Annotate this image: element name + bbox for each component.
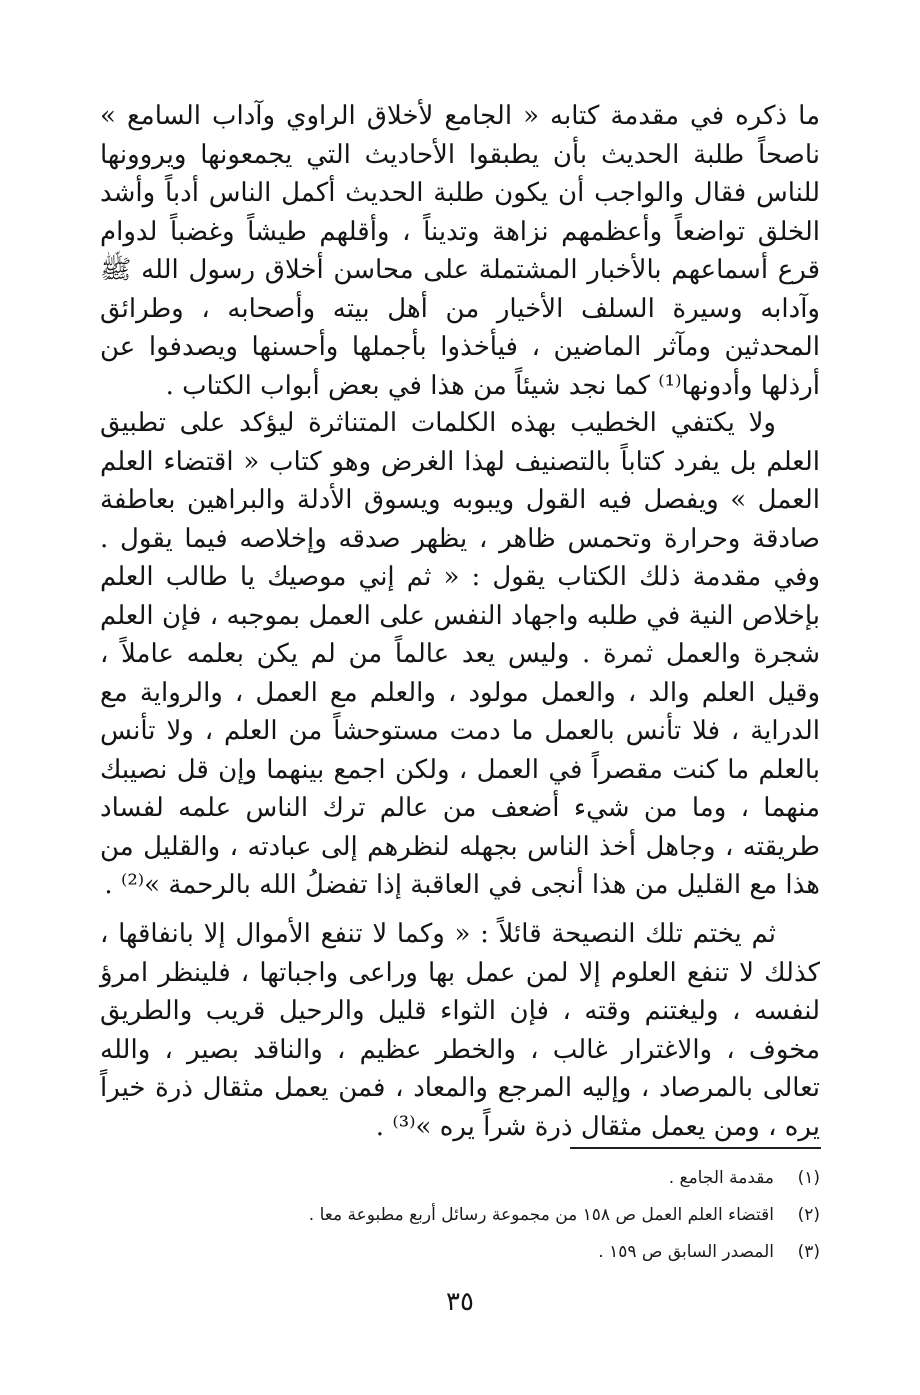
footnote-1-text: مقدمة الجامع . <box>668 1168 774 1188</box>
footnote-2 <box>100 1197 820 1234</box>
footnote-2-number: (٢) <box>797 1205 820 1225</box>
body-paragraph-1: ما ذكره في مقدمة كتابه « الجامع لأخلاق الراوي وآداب السامع » ناصحاً طلبة الحديث بأن يطبقوا الأحاديث التي يجمعونها ويروونها للناس فقال والواجب أن يكون طلبة الحديث أكمل الناس أدباً وأشد الخلق تواضعاً وأعظمهم نزاهة وتديناً ، وأقلهم طيشاً وغضباً لدوام قرع أسماعهم بالأخبار المشتملة على محاسن أخلاق رسول الله ﷺ وآدابه وسيرة السلف الأخيار من أهل بيته وأصحابه ، وطرائق المحدثين ومآثر الماضين ، فيأخذوا بأجملها وأحسنها ويصدفوا عن أرذلها وأدونها⁽¹⁾ كما نجد شيئاً من هذا في بعض أبواب الكتاب . <box>100 101 820 401</box>
page-number: ٣٥ <box>446 1287 474 1317</box>
footnote-3-number: (٣) <box>797 1242 820 1262</box>
body-paragraph-2: ولا يكتفي الخطيب بهذه الكلمات المتناثرة ليؤكد على تطبيق العلم بل يفرد كتاباً بالتصنيف لهذا الغرض وهو كتاب « اقتضاء العلم العمل » ويفصل فيه القول ويبوبه ويسوق الأدلة والبراهين بعاطفة صادقة وحرارة وتحمس ظاهر ، يظهر صدقه وإخلاصه فيما يقول . وفي مقدمة ذلك الكتاب يقول : « ثم إني موصيك يا طالب العلم بإخلاص النية في طلبه واجهاد النفس على العمل بموجبه ، فإن العلم شجرة والعمل ثمرة . وليس يعد عالماً من لم يكن بعلمه عاملاً ، وقيل العلم والد ، والعمل مولود ، والعلم مع العمل ، والرواية مع الدراية ، فلا تأنس بالعمل ما دمت مستوحشاً من العلم ، ولا تأنس بالعلم ما كنت مقصراً في العمل ، ولكن اجمع بينهما وإن قل نصيبك منهما ، وما من شيء أضعف من عالم ترك الناس علمه لفساد طريقته ، وجاهل أخذ الناس بجهله لنظرهم إلى عبادته ، والقليل من هذا مع القليل من هذا أنجى في العاقبة إذا تفضلُ الله بالرحمة »⁽²⁾ . <box>100 408 820 900</box>
footnote-2-text: اقتضاء العلم العمل ص ١٥٨ من مجموعة رسائل أربع مطبوعة معا . <box>308 1205 774 1225</box>
footnote-3 <box>100 1234 820 1271</box>
body-paragraph-3: ثم يختم تلك النصيحة قائلاً : « وكما لا تنفع الأموال إلا بانفاقها ، كذلك لا تنفع العلوم إلا لمن عمل بها وراعى واجباتها ، فلينظر امرؤ لنفسه ، وليغتنم وقته ، فإن الثواء قليل والرحيل قريب والطريق مخوف ، والاغترار غالب ، والخطر عظيم ، والناقد بصير ، والله تعالى بالمرصاد ، وإليه المرجع والمعاد ، فمن يعمل مثقال ذرة خيراً يره ، ومن يعمل مثقال ذرة شراً يره »⁽³⁾ . <box>100 919 820 1142</box>
footnote-1-number: (١) <box>797 1168 820 1188</box>
footnote-separator <box>570 1147 821 1149</box>
footnote-1 <box>100 1160 820 1197</box>
footnotes <box>100 1160 820 1271</box>
footnote-3-text: المصدر السابق ص ١٥٩ . <box>598 1242 774 1262</box>
